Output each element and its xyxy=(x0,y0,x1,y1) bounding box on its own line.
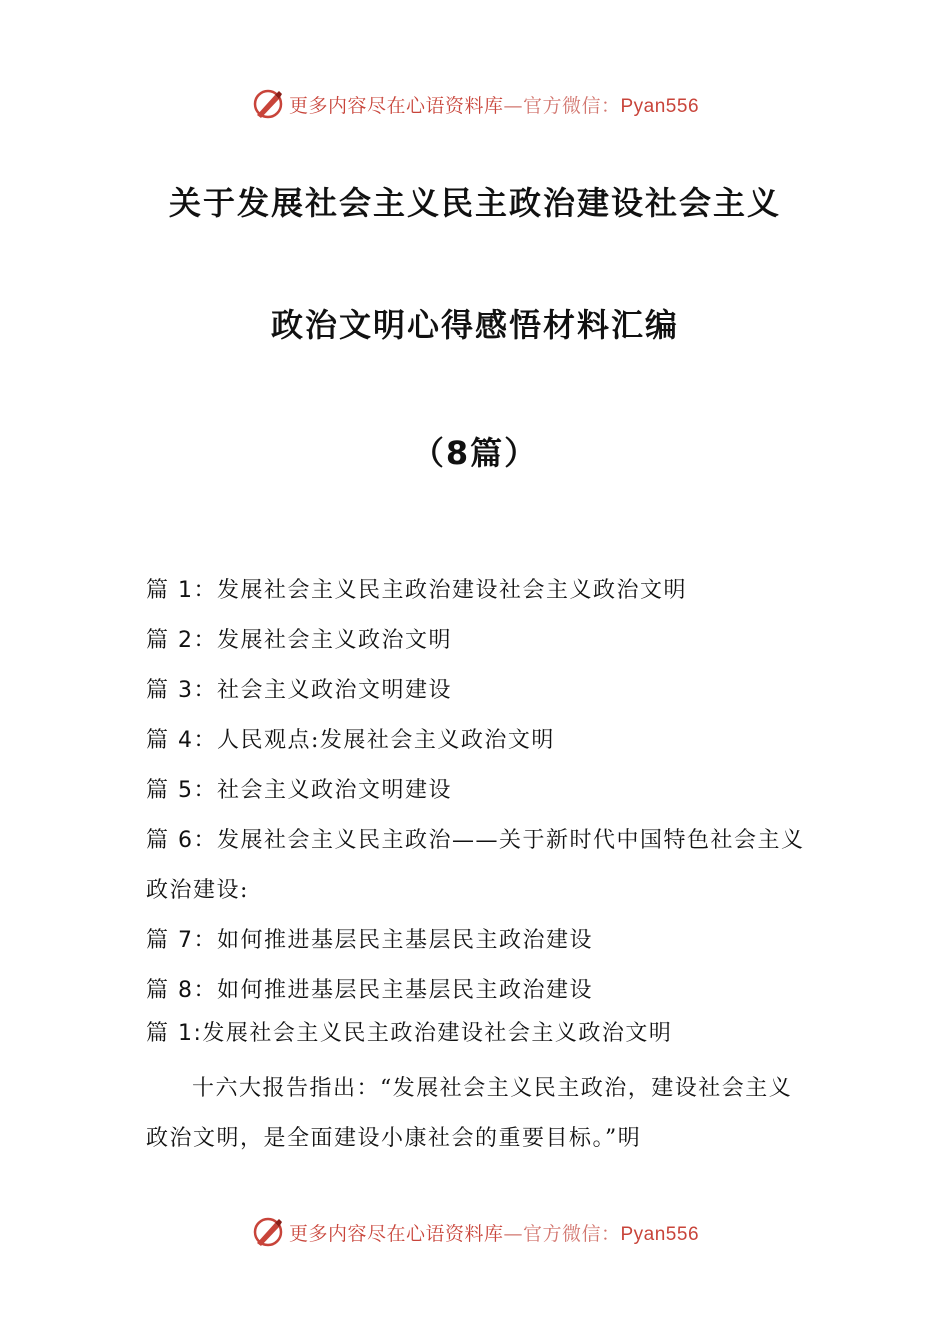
document-title-count: （8篇） xyxy=(411,434,539,472)
pen-logo-icon xyxy=(251,87,285,121)
pen-logo-icon xyxy=(251,1215,285,1249)
toc-item: 篇 7：如何推进基层民主基层民主政治建设 xyxy=(146,928,594,953)
document-title-line-2: 政治文明心得感悟材料汇编 xyxy=(270,306,679,344)
section-heading: 篇 1:发展社会主义民主政治建设社会主义政治文明 xyxy=(146,1021,673,1046)
table-of-contents xyxy=(146,566,806,1016)
toc-item: 篇 4：人民观点:发展社会主义政治文明 xyxy=(146,728,555,753)
toc-item: 篇 5：社会主义政治文明建设 xyxy=(146,778,453,803)
watermark-text: 更多内容尽在心语资料库—官方微信：Pyan556 xyxy=(288,94,700,117)
toc-item: 篇 8：如何推进基层民主基层民主政治建设 xyxy=(146,978,594,1003)
watermark-text: 更多内容尽在心语资料库—官方微信：Pyan556 xyxy=(288,1222,700,1245)
document-title-line-1: 关于发展社会主义民主政治建设社会主义 xyxy=(168,184,781,222)
toc-item: 篇 1：发展社会主义民主政治建设社会主义政治文明 xyxy=(146,578,688,603)
body-paragraph: 十六大报告指出：“发展社会主义民主政治，建设社会主义政治文明，是全面建设小康社会的重要目标。”明 xyxy=(146,1076,793,1151)
toc-item: 篇 6：发展社会主义民主政治——关于新时代中国特色社会主义政治建设: xyxy=(146,828,805,903)
toc-item: 篇 3：社会主义政治文明建设 xyxy=(146,678,453,703)
header-watermark-banner xyxy=(0,84,950,124)
footer-watermark-banner xyxy=(0,1212,950,1252)
toc-item: 篇 2：发展社会主义政治文明 xyxy=(146,628,453,653)
